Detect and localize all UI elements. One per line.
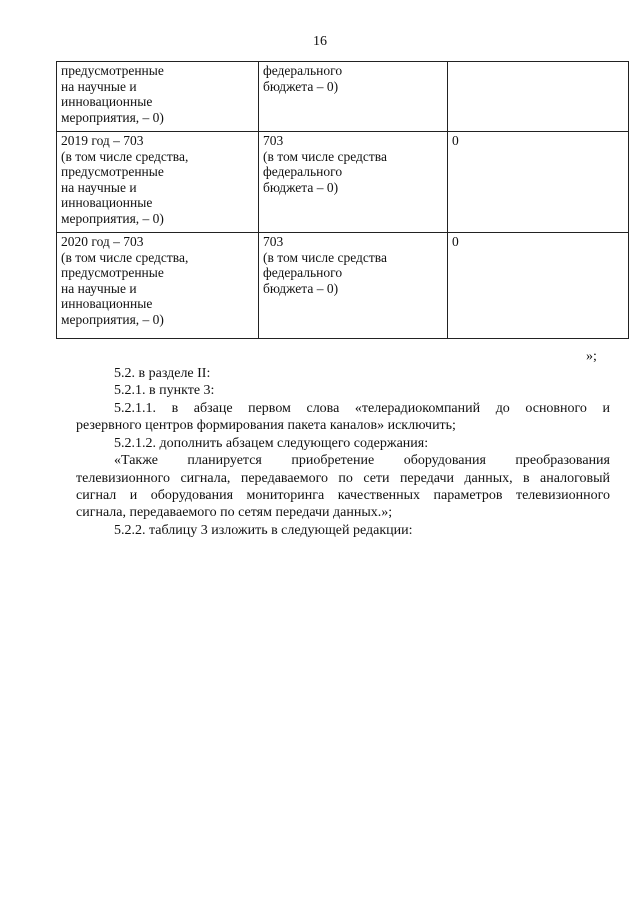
table-cell [448,233,629,339]
cell-text: бюджета – 0) [263,179,339,195]
cell-text: мероприятия, – 0) [61,210,164,226]
cell-text: 703 [263,133,284,148]
paragraph-5-2: 5.2. в разделе II: [114,366,211,381]
table-cell [259,233,448,339]
cell-text: 0 [452,133,459,148]
cell-text: предусмотренные [61,265,164,281]
quote-paragraph-line2: телевизионного сигнала, передаваемого по сети передачи данных, в аналоговый [76,471,610,486]
cell-text: (в том числе средства [263,249,387,265]
table-cell [448,132,629,233]
cell-text: федерального [263,63,343,78]
cell-text: предусмотренные [61,63,164,78]
quote-paragraph-line4: сигнала, передаваемого по сетям передачи данных.»; [76,505,393,520]
cell-text: 2020 год – 703 [61,234,144,249]
cell-text: (в том числе средства [263,148,387,164]
cell-text: на научные и [61,280,137,296]
table-row [57,62,629,132]
table-cell [259,132,448,233]
closing-quote: »; [586,349,597,364]
cell-text: инновационные [61,195,153,211]
table-row [57,233,629,339]
cell-text: мероприятия, – 0) [61,311,164,327]
cell-text: бюджета – 0) [263,78,339,94]
paragraph-5-2-1: 5.2.1. в пункте 3: [114,383,215,398]
cell-text: федерального [263,265,343,281]
cell-text: (в том числе средства, [61,249,189,265]
table-cell [448,62,629,132]
quote-paragraph-line1: «Также планируется приобретение оборудования преобразования [114,453,610,468]
paragraph-5-2-1-1-line1: 5.2.1.1. в абзаце первом слова «телерадиокомпаний до основного и [114,401,610,416]
table-cell [57,62,259,132]
page-number: 16 [313,34,327,49]
cell-text: бюджета – 0) [263,280,339,296]
cell-text: на научные и [61,179,137,195]
budget-table [56,61,629,339]
cell-text: на научные и [61,78,137,94]
table-cell [57,132,259,233]
paragraph-5-2-2: 5.2.2. таблицу 3 изложить в следующей редакции: [114,523,413,538]
cell-text: инновационные [61,296,153,312]
cell-text: 0 [452,234,459,249]
cell-text: федерального [263,164,343,180]
paragraph-5-2-1-1-line2: резервного центров формирования пакета каналов» исключить; [76,418,456,433]
cell-text: 2019 год – 703 [61,133,144,148]
table-cell [57,233,259,339]
cell-text: (в том числе средства, [61,148,189,164]
paragraph-5-2-1-2: 5.2.1.2. дополнить абзацем следующего содержания: [114,436,429,451]
cell-text: 703 [263,234,284,249]
cell-text: инновационные [61,94,153,110]
table-cell [259,62,448,132]
cell-text: мероприятия, – 0) [61,109,164,125]
quote-paragraph-line3: сигнал и оборудования мониторинга качественных параметров телевизионного [76,488,610,503]
table-row [57,132,629,233]
cell-text: предусмотренные [61,164,164,180]
